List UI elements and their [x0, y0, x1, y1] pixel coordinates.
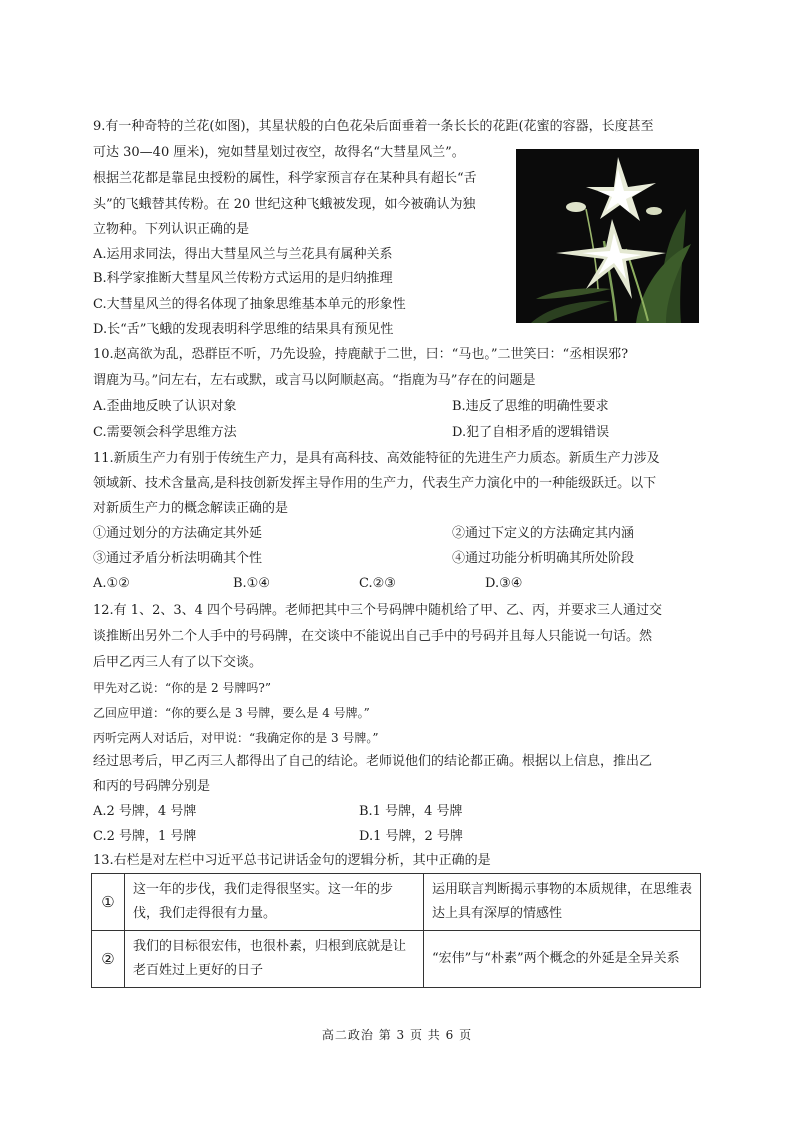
q9-line-3: 根据兰花都是靠昆虫授粉的属性，科学家预言存在某种具有超长“舌	[93, 171, 477, 186]
q12-option-b: B.1 号牌，4 号牌	[359, 804, 463, 819]
q10-options-row-2	[93, 424, 610, 442]
q11-statement-4: ④通过功能分析明确其所处阶段	[452, 551, 635, 566]
q9-line-5: 立物种。下列认识正确的是	[93, 222, 250, 237]
orchid-photo	[516, 149, 699, 323]
q11-option-a: A.①②	[93, 576, 130, 591]
q12-after-2: 和丙的号码牌分别是	[93, 779, 211, 794]
q12-options-row-1	[93, 803, 463, 821]
q12-after-1: 经过思考后，甲乙丙三人都得出了自己的结论。老师说他们的结论都正确。根据以上信息，推出乙	[93, 754, 653, 769]
page-footer: 高二政治 第 3 页 共 6 页	[321, 1028, 473, 1042]
q9-option-d: D.长“舌”飞蛾的发现表明科学思维的结果具有预见性	[93, 322, 394, 337]
q10-option-b: B.违反了思维的明确性要求	[452, 399, 609, 414]
q13-row-2-number: ②	[92, 931, 125, 988]
q9-line-1: 9.有一种奇特的兰花(如图)，其星状般的白色花朵后面垂着一条长长的花距(花蜜的容器，长度甚至	[93, 119, 654, 134]
white-comet-orchid-image	[516, 149, 699, 323]
q11-options-row	[93, 575, 523, 593]
q11-statements-row-1	[93, 525, 635, 543]
table-row	[92, 874, 701, 931]
q12-option-a: A.2 号牌，4 号牌	[93, 804, 197, 819]
q9-line-2: 可达 30—40 厘米)，宛如彗星划过夜空，故得名“大彗星风兰”。	[93, 145, 465, 160]
q12-dialogue-2: 乙回应甲道：“你的要么是 3 号牌，要么是 4 号牌。”	[93, 706, 370, 720]
q12-option-d: D.1 号牌，2 号牌	[359, 829, 463, 844]
q11-statement-2: ②通过下定义的方法确定其内涵	[452, 526, 635, 541]
q10-option-a: A.歪曲地反映了认识对象	[93, 399, 237, 414]
q13-row-2-quote: 我们的目标很宏伟，也很朴素，归根到底就是让老百姓过上更好的日子	[125, 931, 424, 988]
q13-row-1-number: ①	[92, 874, 125, 931]
q10-option-d: D.犯了自相矛盾的逻辑错误	[452, 425, 610, 440]
q9-line-4: 头”的飞蛾替其传粉。在 20 世纪这种飞蛾被发现，如今被确认为独	[93, 197, 476, 212]
q9-option-b: B.科学家推断大彗星风兰传粉方式运用的是归纳推理	[93, 271, 393, 286]
q11-statement-3: ③通过矛盾分析法明确其个性	[93, 551, 263, 566]
q13-stem: 13.右栏是对左栏中习近平总书记讲话金句的逻辑分析，其中正确的是	[93, 853, 491, 868]
q12-line-3: 后甲乙丙三人有了以下交谈。	[93, 655, 263, 670]
q12-dialogue-3: 丙听完两人对话后，对甲说：“我确定你的是 3 号牌。”	[93, 731, 379, 745]
q10-line-2: 谓鹿为马。”问左右，左右或默，或言马以阿顺赵高。“指鹿为马”存在的问题是	[93, 373, 536, 388]
q9-option-c: C.大彗星风兰的得名体现了抽象思维基本单元的形象性	[93, 297, 406, 312]
q11-statements-row-2	[93, 550, 635, 568]
q11-line-1: 11.新质生产力有别于传统生产力，是具有高科技、高效能特征的先进生产力质态。新质生产力涉及	[93, 451, 660, 466]
q12-option-c: C.2 号牌，1 号牌	[93, 829, 197, 844]
q11-line-3: 对新质生产力的概念解读正确的是	[93, 501, 289, 516]
q10-options-row-1	[93, 398, 609, 416]
q11-option-d: D.③④	[485, 576, 523, 591]
q11-statement-1: ①通过划分的方法确定其外延	[93, 526, 263, 541]
q12-line-1: 12.有 1、2、3、4 四个号码牌。老师把其中三个号码牌中随机给了甲、乙、丙，并要求三人通过交	[93, 603, 663, 618]
q12-line-2: 谈推断出另外二个人手中的号码牌，在交谈中不能说出自己手中的号码并且每人只能说一句话。然	[93, 629, 653, 644]
table-row	[92, 931, 701, 988]
q12-dialogue-1: 甲先对乙说：“你的是 2 号牌吗?”	[93, 681, 271, 695]
q13-row-2-analysis: “宏伟”与“朴素”两个概念的外延是全异关系	[424, 931, 701, 988]
q13-table	[91, 873, 701, 988]
q10-line-1: 10.赵高欲为乱，恐群臣不听，乃先设验，持鹿献于二世，曰：“马也。”二世笑曰：“丞相误邪?	[93, 347, 629, 362]
q13-row-1-analysis: 运用联言判断揭示事物的本质规律，在思维表达上具有深厚的情感性	[424, 874, 701, 931]
q11-option-c: C.②③	[359, 576, 396, 591]
q11-option-b: B.①④	[233, 576, 270, 591]
q10-option-c: C.需要领会科学思维方法	[93, 425, 237, 440]
q9-option-a: A.运用求同法，得出大彗星风兰与兰花具有属种关系	[93, 247, 393, 262]
q13-row-1-quote: 这一年的步伐，我们走得很坚实。这一年的步伐，我们走得很有力量。	[125, 874, 424, 931]
q11-line-2: 领域新、技术含量高,是科技创新发挥主导作用的生产力，代表生产力演化中的一种能级跃迁。以下	[93, 476, 657, 491]
q12-options-row-2	[93, 828, 463, 846]
